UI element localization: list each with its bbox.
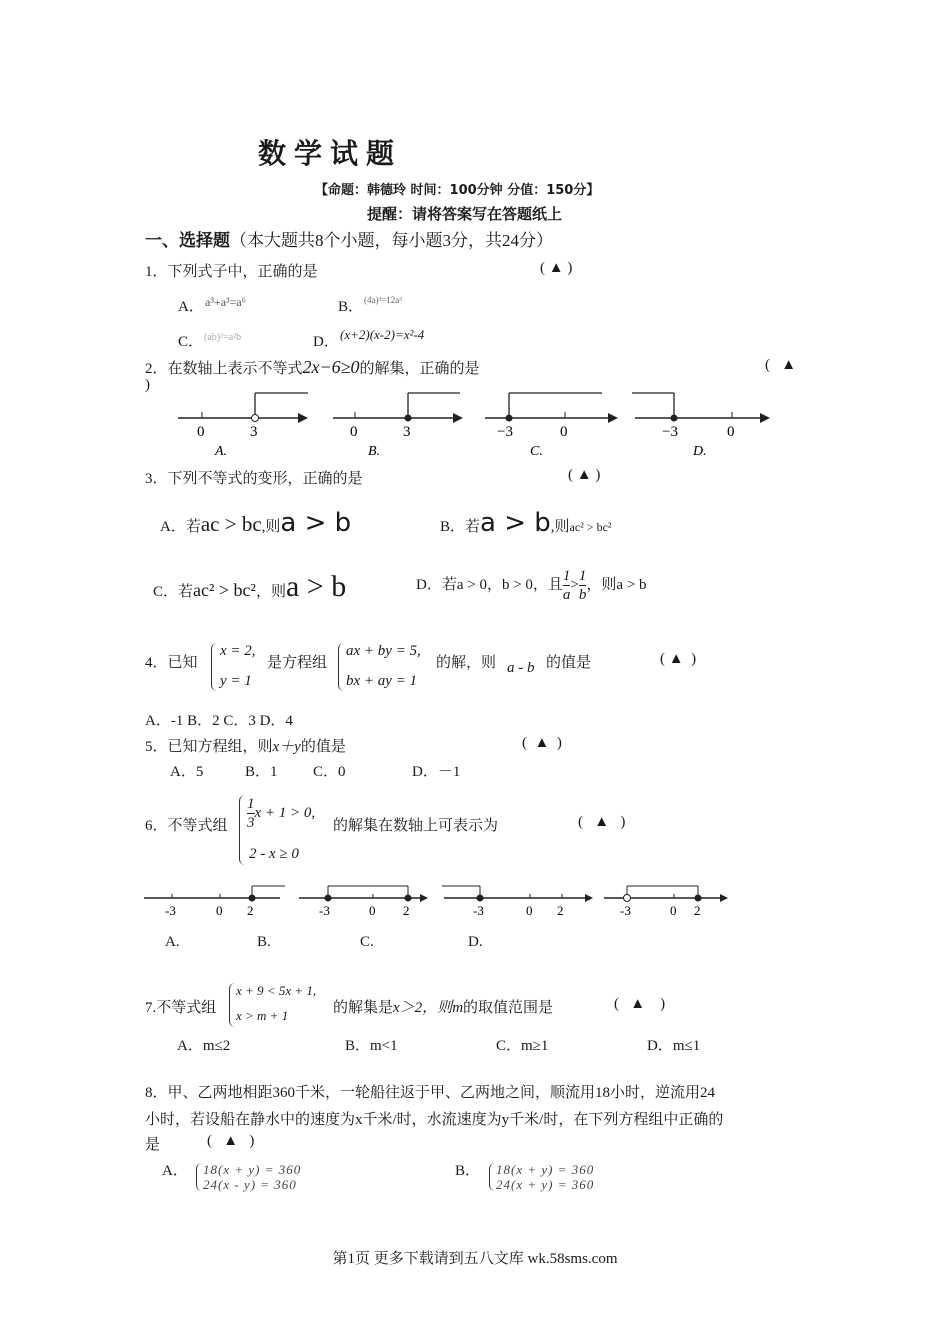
q4-tail2: 的值是 bbox=[546, 655, 592, 671]
q3-a-condition: ac > bc bbox=[200, 512, 262, 536]
q5-option-c: C．0 bbox=[313, 764, 346, 780]
q4-options: A．-1 B．2 C．3 D．4 bbox=[145, 713, 293, 729]
q3-d-prefix: D．若 bbox=[416, 577, 457, 593]
q6-option-a: A. bbox=[165, 934, 180, 950]
tick-label: 2 bbox=[694, 903, 701, 918]
tick-label: -3 bbox=[165, 903, 176, 918]
q1-option-d-formula: (x+2)(x-2)=x²-4 bbox=[340, 327, 425, 342]
tick-label: 0 bbox=[727, 424, 735, 440]
q2-inequality: 2x−6≥0 bbox=[302, 357, 360, 377]
q6-number-line-b bbox=[299, 886, 428, 918]
fraction-denominator: b bbox=[578, 587, 587, 604]
exam-meta: 【命题：韩德玲 时间：100分钟 分值：150分】 bbox=[315, 183, 600, 198]
answer-mark: ▲ bbox=[576, 467, 592, 483]
fraction-numerator: 1 bbox=[578, 568, 587, 585]
q1-option-a: A． bbox=[178, 299, 204, 315]
q3-c-mid: ，则 bbox=[255, 584, 286, 600]
q5-option-d: D．－1 bbox=[412, 764, 461, 780]
q7-tail bbox=[333, 996, 553, 1017]
fraction-numerator: 1 bbox=[562, 568, 571, 585]
tick-label: 2 bbox=[403, 903, 410, 918]
q2-number-line-a bbox=[178, 393, 308, 459]
tick-label: −3 bbox=[662, 424, 678, 440]
fraction-numerator: 1 bbox=[247, 796, 255, 812]
tick-label: −3 bbox=[497, 424, 513, 440]
q8-a-brace bbox=[196, 1163, 202, 1191]
q3-a-mid: ,则 bbox=[261, 519, 281, 535]
q3-d-result: a > b bbox=[616, 577, 647, 593]
fraction-denominator: 3 bbox=[247, 815, 255, 831]
q5-stem-text: 5．已知方程组，则 bbox=[145, 739, 273, 755]
q3-d-condition: a > 0，b > 0，且 bbox=[456, 577, 563, 593]
q3-c-condition: ac² > bc² bbox=[193, 580, 256, 600]
tick-label: 3 bbox=[403, 424, 411, 440]
page-title: 数学试题 bbox=[258, 137, 403, 170]
q4-system2-line1: ax + by = 5, bbox=[346, 643, 421, 659]
q7-option-b: B．m<1 bbox=[345, 1038, 398, 1054]
q8-a-line1: 18(x + y) = 360 bbox=[203, 1162, 302, 1177]
q2-number-line-b bbox=[333, 393, 463, 459]
fraction-denominator: a bbox=[562, 587, 571, 604]
q6-number-line-c bbox=[442, 886, 593, 918]
q4-system1-line1: x = 2, bbox=[220, 643, 256, 659]
option-label: A. bbox=[215, 444, 228, 459]
q1-option-a-formula-image bbox=[203, 286, 263, 314]
tick-label: 0 bbox=[350, 424, 358, 440]
q6-line1-rest: x + 1 > 0, bbox=[254, 804, 316, 821]
q5-option-b: B．1 bbox=[245, 764, 278, 780]
q8-a-line2: 24(x - y) = 360 bbox=[203, 1177, 297, 1192]
q3-c-result: a > b bbox=[285, 570, 347, 603]
q6-answer-blank: ( ▲ ) bbox=[578, 814, 626, 830]
answer-mark: ▲ bbox=[534, 735, 550, 751]
q3-b-prefix: B．若 bbox=[440, 519, 481, 535]
q3-b-condition: a > b bbox=[480, 508, 551, 538]
q4-system1-line2: y = 1 bbox=[220, 673, 252, 689]
tick-label: 2 bbox=[247, 903, 254, 918]
answer-mark: ▲ bbox=[668, 651, 684, 667]
tick-label: 0 bbox=[216, 903, 223, 918]
q5-stem bbox=[145, 735, 346, 756]
section-note: （本大题共8个小题，每小题3分，共24分） bbox=[230, 231, 553, 250]
exam-reminder: 提醒：请将答案写在答题纸上 bbox=[367, 205, 563, 223]
q3-option-b bbox=[440, 508, 612, 538]
q4-answer-blank: ( ▲ ) bbox=[660, 651, 697, 667]
q2-number-line-c bbox=[485, 393, 618, 459]
tick-label: 0 bbox=[560, 424, 568, 440]
q7-var: m bbox=[452, 1000, 464, 1016]
q2-number-lines bbox=[170, 388, 790, 463]
q8-b-brace bbox=[489, 1163, 495, 1191]
q8-line3: 是 bbox=[145, 1137, 161, 1153]
tick-label: 2 bbox=[557, 903, 564, 918]
q2-stem-tail: 的解集，正确的是 bbox=[359, 361, 480, 377]
tick-label: 3 bbox=[250, 424, 258, 440]
tick-label: -3 bbox=[319, 903, 330, 918]
q3-b-result: ac² > bc² bbox=[569, 520, 612, 534]
q4-stem: 4．已知 bbox=[145, 655, 198, 671]
q3-d-gt: > bbox=[570, 577, 579, 593]
tick-label: 0 bbox=[670, 903, 677, 918]
q6-stem: 6．不等式组 bbox=[145, 818, 228, 834]
q4-brace-1 bbox=[211, 643, 218, 691]
option-label: C. bbox=[530, 444, 543, 459]
q1-option-d: D． bbox=[313, 334, 339, 350]
q1-option-c-formula-image bbox=[203, 327, 243, 345]
q6-line1 bbox=[247, 795, 315, 832]
q6-line2: 2 - x ≥ 0 bbox=[249, 846, 299, 862]
q7-condition: x＞2，则 bbox=[393, 1000, 453, 1016]
q4-brace-2 bbox=[338, 643, 345, 691]
q8-b-line2: 24(x + y) = 360 bbox=[496, 1177, 595, 1192]
q2-answer-blank: ( ▲ bbox=[765, 357, 797, 373]
q4-mid: 是方程组 bbox=[267, 655, 328, 671]
q1-option-b-formula: (4a)³=12a³ bbox=[364, 295, 402, 305]
q2-stem-text: 2．在数轴上表示不等式 bbox=[145, 361, 303, 377]
q1-answer-blank: ( ▲ ) bbox=[540, 260, 573, 276]
page-footer: 第1页 更多下载请到五八文库 wk.58sms.com bbox=[332, 1251, 618, 1267]
q8-option-b: B． bbox=[455, 1163, 481, 1179]
tick-label: -3 bbox=[473, 903, 484, 918]
q2-answer-close: ) bbox=[145, 377, 150, 393]
option-label: B. bbox=[368, 444, 381, 459]
svg-text:a³+a³=a⁶: a³+a³=a⁶ bbox=[205, 295, 246, 309]
q3-a-result: a > b bbox=[280, 508, 352, 538]
q6-number-lines bbox=[140, 878, 740, 923]
q8-answer-blank: ( ▲ ) bbox=[207, 1133, 255, 1149]
q6-number-line-d bbox=[604, 886, 728, 918]
q7-option-d: D．m≤1 bbox=[647, 1038, 701, 1054]
q7-tail-text: 的解集是 bbox=[333, 1000, 394, 1016]
tick-label: 0 bbox=[526, 903, 533, 918]
tick-label: 0 bbox=[369, 903, 376, 918]
q4-tail: 的解，则 bbox=[436, 655, 497, 671]
q1-option-b: B． bbox=[338, 299, 364, 315]
q8-line1: 8．甲、乙两地相距360千米，一轮船往返于甲、乙两地之间，顺流用18小时，逆流用24 bbox=[145, 1085, 716, 1101]
q3-answer-blank: ( ▲ ) bbox=[568, 467, 601, 483]
q3-option-a bbox=[160, 508, 351, 538]
answer-mark: ▲ bbox=[223, 1133, 239, 1149]
q8-line2: 小时，若设船在静水中的速度为x千米/时，水流速度为y千米/时，在下列方程组中正确的 bbox=[145, 1112, 724, 1128]
q5-expression: x＋y bbox=[272, 739, 301, 755]
q6-fraction bbox=[247, 795, 255, 832]
q4-system2-line2: bx + ay = 1 bbox=[346, 673, 418, 689]
q7-option-c: C．m≥1 bbox=[496, 1038, 549, 1054]
q6-number-line-a bbox=[144, 886, 285, 918]
q3-option-d bbox=[416, 561, 647, 609]
answer-mark: ▲ bbox=[781, 357, 797, 373]
q2-stem bbox=[145, 357, 480, 378]
section-label: 一、选择题 bbox=[145, 231, 230, 251]
q7-option-a: A．m≤2 bbox=[177, 1038, 231, 1054]
q7-tail2: 的取值范围是 bbox=[463, 1000, 554, 1016]
q7-brace bbox=[229, 983, 235, 1027]
answer-mark: ▲ bbox=[548, 260, 564, 276]
q2-number-line-d bbox=[632, 393, 770, 459]
q3-c-prefix: C．若 bbox=[153, 584, 194, 600]
q7-answer-blank: ( ▲ ) bbox=[614, 996, 666, 1012]
q6-option-b: B. bbox=[257, 934, 271, 950]
answer-mark: ▲ bbox=[630, 996, 646, 1012]
q5-option-a: A．5 bbox=[170, 764, 204, 780]
svg-text:(ab)²=a²b: (ab)²=a²b bbox=[204, 332, 242, 343]
q3-d-mid: ，则 bbox=[586, 577, 617, 593]
answer-mark: ▲ bbox=[594, 814, 610, 830]
tick-label: 0 bbox=[197, 424, 205, 440]
q7-line1: x + 9 < 5x + 1, bbox=[236, 983, 317, 998]
q1-option-c: C． bbox=[178, 334, 204, 350]
q3-option-c bbox=[153, 570, 346, 604]
q6-tail: 的解集在数轴上可表示为 bbox=[333, 818, 499, 834]
section-heading bbox=[145, 226, 553, 251]
q3-a-prefix: A．若 bbox=[160, 519, 201, 535]
tick-label: -3 bbox=[620, 903, 631, 918]
q3-stem: 3．下列不等式的变形，正确的是 bbox=[145, 471, 363, 487]
q6-option-c: C. bbox=[360, 934, 374, 950]
q6-brace bbox=[239, 795, 246, 865]
q4-expression: a - b bbox=[507, 660, 535, 676]
q8-b-line1: 18(x + y) = 360 bbox=[496, 1162, 595, 1177]
q3-b-mid: ,则 bbox=[550, 519, 570, 535]
option-label: D. bbox=[693, 444, 707, 459]
q1-stem: 1．下列式子中，正确的是 bbox=[145, 264, 318, 280]
q7-stem: 7.不等式组 bbox=[145, 1000, 217, 1016]
q5-answer-blank: ( ▲ ) bbox=[522, 735, 562, 751]
q7-line2: x > m + 1 bbox=[236, 1008, 289, 1023]
q6-option-d: D. bbox=[468, 934, 483, 950]
q5-tail: 的值是 bbox=[300, 739, 346, 755]
q8-option-a: A． bbox=[162, 1163, 188, 1179]
